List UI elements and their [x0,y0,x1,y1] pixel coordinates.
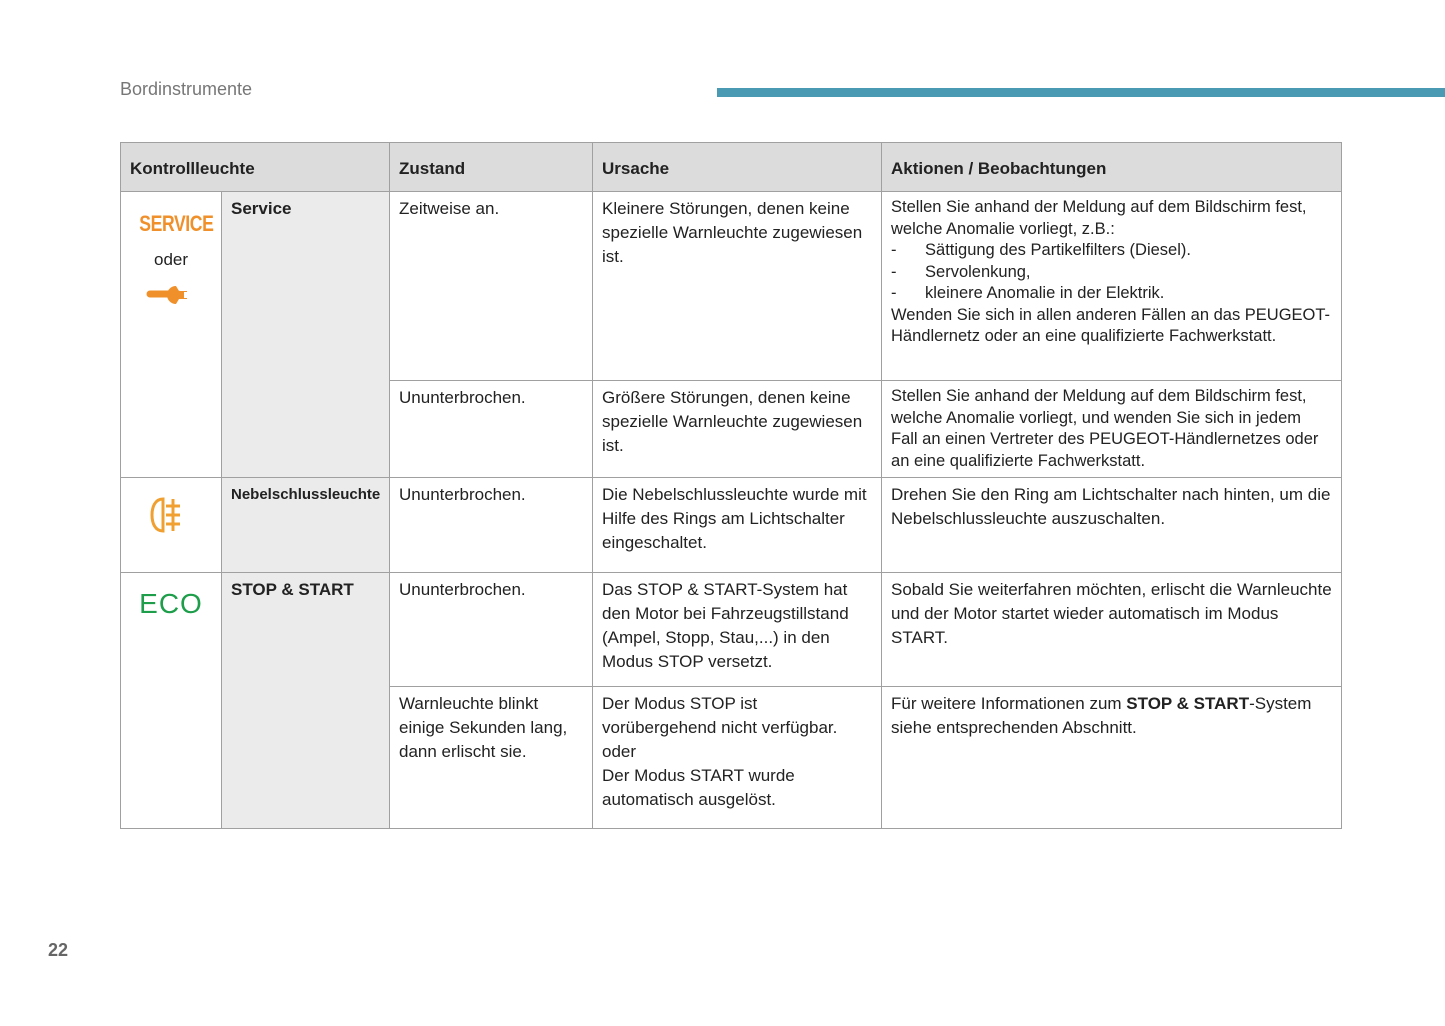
ursache-cell: Das STOP & START-System hat den Motor bei Fahrzeugstillstand (Ampel, Stopp, Stau,...) in den Modus STOP versetzt. [593,573,882,687]
col-zustand: Zustand [390,143,593,192]
ursache-cell [593,687,882,829]
rear-fog-light-icon [149,495,193,535]
warning-lights-table [120,142,1342,829]
list-item: - Sättigung des Partikelfilters (Diesel). [891,240,1332,262]
service-icon-cell [121,192,222,478]
table-row [121,192,1342,381]
aktion-outro: Wenden Sie sich in allen anderen Fällen an das PEUGEOT-Händlernetz oder an eine qualifizierte Fachwerkstatt. [891,305,1331,345]
aktion-cell [882,192,1342,381]
col-ursache: Ursache [593,143,882,192]
list-item: - Servolenkung, [891,262,1332,284]
zustand-cell: Ununterbrochen. [390,478,593,573]
col-aktionen: Aktionen / Beobachtungen [882,143,1342,192]
table-row [121,573,1342,687]
ursache-oder: oder [602,742,637,761]
table-row [121,478,1342,573]
aktion-bold: STOP & START [1126,694,1250,713]
zustand-cell: Warnleuchte blinkt einige Sekunden lang, dann erlischt sie. [390,687,593,829]
list-item: - kleinere Anomalie in der Elektrik. [891,283,1332,305]
oder-label: oder [153,250,189,269]
aktion-cell [882,687,1342,829]
aktion-cell: Drehen Sie den Ring am Lichtschalter nach hinten, um die Nebelschlussleuchte auszuschalten. [882,478,1342,573]
page-number: 22 [48,940,69,960]
aktion-text: -System siehe entsprechenden Abschnitt. [891,694,1312,737]
aktion-intro: Stellen Sie anhand der Meldung auf dem Bildschirm fest, welche Anomalie vorliegt, z.B.: [891,198,1307,238]
zustand-cell: Ununterbrochen. [390,573,593,687]
ursache-b: Der Modus START wurde automatisch ausgelöst. [602,766,795,809]
ursache-cell: Kleinere Störungen, denen keine spezielle Warnleuchte zugewiesen ist. [593,192,882,381]
eco-icon-cell [121,573,222,829]
wrench-icon [146,280,196,310]
aktion-cell: Sobald Sie weiterfahren möchten, erlischt die Warnleuchte und der Motor startet wieder automatisch im Modus START. [882,573,1342,687]
service-name: Service [222,192,390,478]
section-title: Bordinstrumente [120,79,253,99]
ursache-cell: Die Nebelschlussleuchte wurde mit Hilfe des Rings am Lichtschalter eingeschaltet. [593,478,882,573]
header-bar [717,88,1445,97]
header-row [121,143,1342,192]
aktion-text: Für weitere Informationen zum [891,694,1127,713]
zustand-cell: Zeitweise an. [390,192,593,381]
ursache-a: Der Modus STOP ist vorübergehend nicht verfügbar. [602,694,838,737]
service-icon: SERVICE [139,211,214,236]
col-kontrollleuchte: Kontrollleuchte [121,143,390,192]
ursache-cell: Größere Störungen, denen keine spezielle Warnleuchte zugewiesen ist. [593,381,882,478]
fog-icon-cell [121,478,222,573]
aktion-list [891,240,1332,305]
fog-name: Nebelschlussleuchte [222,478,390,573]
eco-icon: ECO [139,588,203,619]
aktion-cell: Stellen Sie anhand der Meldung auf dem Bildschirm fest, welche Anomalie vorliegt, und wenden Sie sich in jedem Fall an einen Vertreter des PEUGEOT-Händlernetzes oder an eine qualifizierte Fachwerkstatt. [882,381,1342,478]
zustand-cell: Ununterbrochen. [390,381,593,478]
eco-name: STOP & START [222,573,390,829]
